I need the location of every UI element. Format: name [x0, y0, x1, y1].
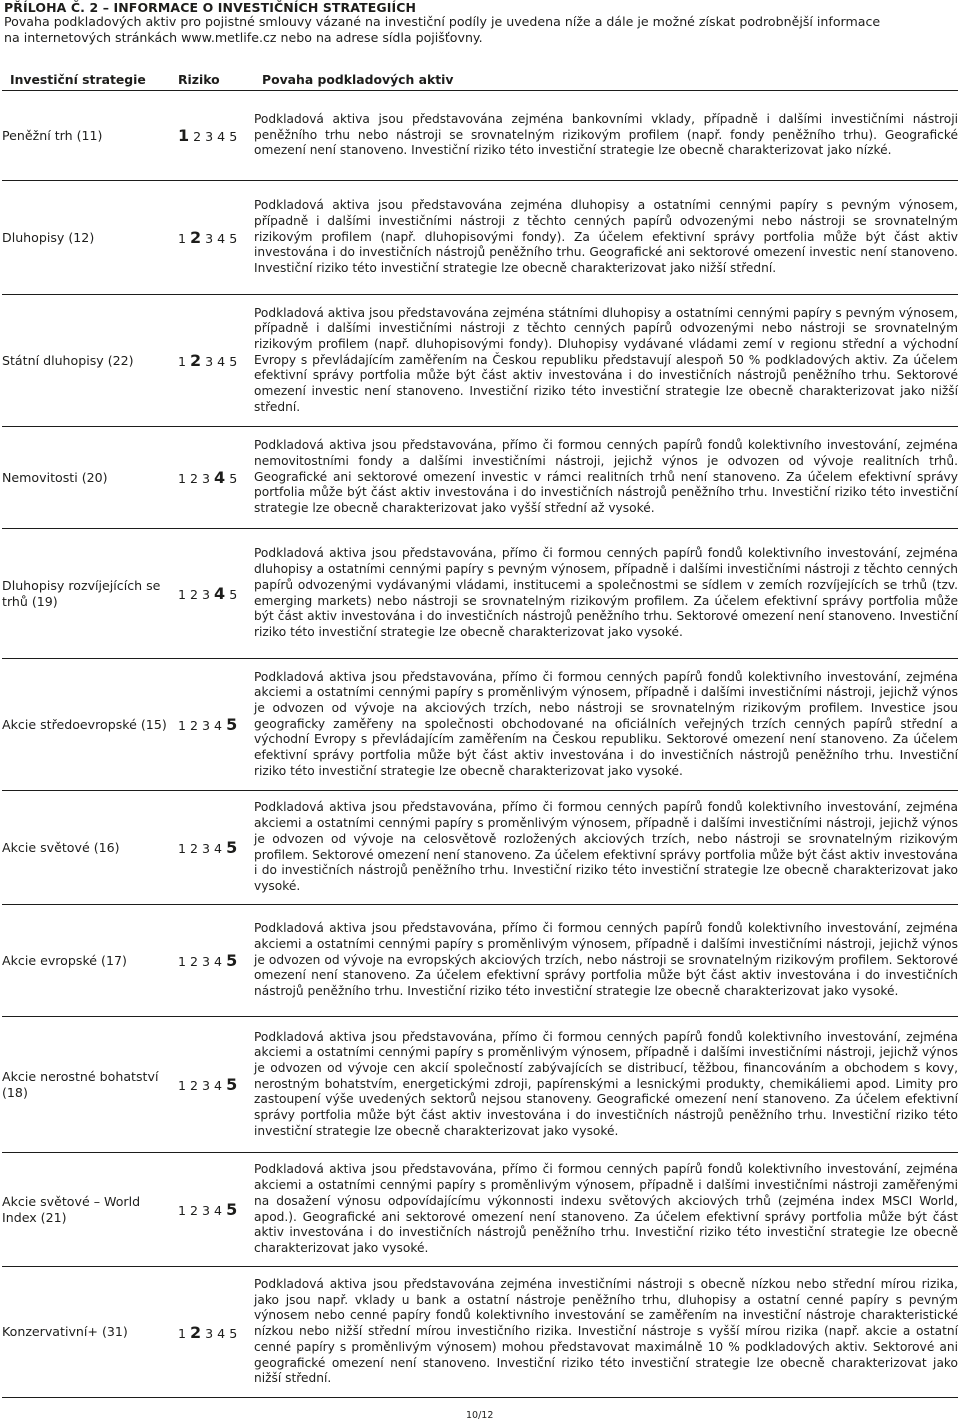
risk-level: 3	[202, 1203, 211, 1218]
risk-scale	[178, 427, 254, 529]
assets-description: Podkladová aktiva jsou představována, přímo či formou cenných papírů fondů kolektivního investování, zejména akciemi a ostatními cennými papíry s proměnlivým výnosem, případně i dalšími investičními nástroji zaměřenými na dosažení výnosu odpovídajícímu výkonnosti indexu světových akciových trhů (zejména index MSCI World, apod.). Geografické ani sektorové omezení není stanoveno. Za účelem efektivní správy portfolia může být část aktiv investována i do investičních nástrojů peněžního trhu. Investiční riziko této investiční strategie lze obecně charakterizovat jako vysoké.	[254, 1153, 958, 1267]
risk-level: 5	[229, 587, 238, 602]
risk-level: 5	[229, 1325, 238, 1341]
risk-level: 1	[178, 126, 190, 145]
assets-description: Podkladová aktiva jsou představována, přímo či formou cenných papírů fondů kolektivního investování, zejména akciemi a ostatními cennými papíry s proměnlivým výnosem, případně i dalšími investičními nástroji, jejichž výnos je odvozen od vývoje na akciových trzích, nebo nástroji se srovnatelným rizikovým profilem. Investice jsou geograficky zaměřeny na společnosti obchodované na oficiálních veřejných trzích cenných papírů střední a východní Evropy s převládajícím zaměřením na Českou republiku. Sektorové omezení není stanoveno. Za účelem efektivní správy portfolia může být část aktiv investována i do investičních nástrojů peněžního trhu. Investiční riziko této investiční strategie lze obecně charakterizovat jako vysoké.	[254, 659, 958, 791]
risk-level: 2	[190, 841, 199, 856]
risk-level: 1	[178, 841, 187, 856]
assets-description: Podkladová aktiva jsou představována zejména dluhopisy a ostatními cennými papíry s pevným výnosem, případně i dalšími investičními nástroji z těchto cenných papírů odvozenými nebo nástroji se srovnatelným rizikovým profilem (např. dluhopisovými fondy). Za účelem efektivní správy portfolia může být část aktiv investována i do investičních nástrojů peněžního trhu. Geografické ani sektorové omezení investic není stanoveno. Investiční riziko této investiční strategie lze obecně charakterizovat jako nižší střední.	[254, 181, 958, 295]
risk-level: 1	[178, 1203, 187, 1218]
document-title: PŘÍLOHA Č. 2 – INFORMACE O INVESTIČNÍCH STRATEGIÍCH	[4, 0, 417, 15]
assets-description: Podkladová aktiva jsou představována zejména investičními nástroji s obecně nízkou nebo střední mírou rizika, jako jsou např. vklady u bank a ostatní nástroje peněžního trhu, dluhopisy a ostatní cenné papíry s pevným výnosem nebo cenné papíry fondů kolektivního investování se zaměřením na investiční nástroje charakteristické nízkou nebo nižší střední mírou investičního rizika. Investiční nástroje s vyšší mírou rizika (např. akcie a ostatní cenné papíry s proměnlivým výnosem) mohou představovat maximálně 10 % podkladových aktiv. Sektorové ani geografické omezení není stanoveno. Investiční riziko této investiční strategie lze obecně charakterizovat jako nižší střední.	[254, 1267, 958, 1398]
assets-description: Podkladová aktiva jsou představována zejména bankovními vklady, případně i dalšími investičními nástroji peněžního trhu nebo nástroji se srovnatelným rizikovým profilem (např. fondy peněžního trhu). Geografické omezení není stanoveno. Investiční riziko této investiční strategie lze obecně charakterizovat jako nízké.	[254, 91, 958, 181]
risk-level: 5	[229, 471, 238, 486]
risk-level: 4	[214, 584, 226, 603]
column-header-strategy: Investiční strategie	[2, 68, 178, 91]
risk-level: 5	[229, 129, 238, 144]
risk-level: 3	[202, 1078, 211, 1093]
risk-level: 4	[214, 718, 223, 733]
strategy-name: Dluhopisy rozvíjejících se trhů (19)	[2, 529, 178, 659]
intro-paragraph	[4, 14, 956, 45]
risk-level: 5	[226, 838, 238, 857]
risk-scale	[178, 295, 254, 427]
table-row	[2, 1017, 958, 1153]
risk-level: 2	[190, 954, 199, 969]
risk-level: 2	[190, 1203, 199, 1218]
column-header-assets: Povaha podkladových aktiv	[254, 68, 958, 91]
risk-level: 1	[178, 587, 187, 602]
table-row	[2, 295, 958, 427]
risk-level: 1	[178, 1325, 187, 1341]
assets-description: Podkladová aktiva jsou představována, přímo či formou cenných papírů fondů kolektivního investování, zejména dluhopisy a ostatními cennými papíry s pevným výnosem, případně i dalšími investičními nástroji z těchto cenných papírů odvozenými vydávanými vládami, institucemi a společnostmi se sídlem v zemích rozvíjejících se trhů (tzv. emerging markets) nebo nástroji se srovnatelným rizikovým profilem. Za účelem efektivní správy portfolia může být část aktiv investována i do investičních nástrojů peněžního trhu. Sektorové omezení není stanoveno. Investiční riziko této investiční strategie lze obecně charakterizovat jako vysoké.	[254, 529, 958, 659]
risk-level: 2	[190, 228, 202, 247]
risk-scale	[178, 905, 254, 1017]
table-row	[2, 529, 958, 659]
risk-scale	[178, 1267, 254, 1398]
risk-level: 1	[178, 954, 187, 969]
risk-level: 4	[217, 129, 226, 144]
risk-level: 1	[178, 354, 187, 369]
risk-level: 4	[217, 354, 226, 369]
risk-scale	[178, 529, 254, 659]
risk-level: 4	[214, 1203, 223, 1218]
risk-level: 1	[178, 718, 187, 733]
risk-level: 4	[214, 1078, 223, 1093]
risk-level: 2	[190, 718, 199, 733]
column-header-risk: Riziko	[178, 68, 254, 91]
risk-scale	[178, 1017, 254, 1153]
strategy-name: Konzervativní+ (31)	[2, 1267, 178, 1398]
strategy-name: Nemovitosti (20)	[2, 427, 178, 529]
risk-level: 5	[229, 231, 238, 246]
strategy-name: Státní dluhopisy (22)	[2, 295, 178, 427]
risk-level: 4	[217, 1325, 226, 1341]
assets-description: Podkladová aktiva jsou představována zejména státními dluhopisy a ostatními cennými papíry s pevným výnosem, případně i dalšími investičními nástroji z těchto cenných papírů odvozenými nebo nástroji se srovnatelným rizikovým profilem (např. dluhopisovými fondy). Dluhopisy vydávané vládami zemí v regionu střední a východní Evropy s převládajícím zaměřením na Českou republiku představují alespoň 50 % podkladových aktiv. Za účelem efektivní správy portfolia může být část aktiv investována i do investičních nástrojů peněžního trhu. Sektorové omezení investic není stanoveno. Investiční riziko této investiční strategie lze obecně charakterizovat jako nižší střední.	[254, 295, 958, 427]
table-row	[2, 1267, 958, 1398]
table-row	[2, 659, 958, 791]
risk-level: 5	[226, 1200, 238, 1219]
risk-scale	[178, 91, 254, 181]
risk-level: 3	[202, 471, 211, 486]
page-number: 10/12	[466, 1410, 494, 1421]
table-row	[2, 91, 958, 181]
risk-level: 4	[217, 231, 226, 246]
risk-scale	[178, 181, 254, 295]
risk-level: 2	[190, 587, 199, 602]
strategy-name: Akcie nerostné bohatství (18)	[2, 1017, 178, 1153]
risk-level: 2	[190, 351, 202, 370]
risk-level: 1	[178, 471, 187, 486]
risk-level: 2	[193, 129, 202, 144]
intro-line: na internetových stránkách www.metlife.cz nebo na adrese sídla pojišťovny.	[4, 29, 483, 45]
table-row	[2, 181, 958, 295]
assets-description: Podkladová aktiva jsou představována, přímo či formou cenných papírů fondů kolektivního investování, zejména nemovitostními fondy a dalšími investičními nástroji, jejichž výnos je odvozen od vývoje realitních trhů. Geografické ani sektorové omezení investic v rámci realitních trhů není stanoveno. Za účelem efektivní správy portfolia může být část aktiv investována i do investičních nástrojů peněžního trhu. Investiční riziko této investiční strategie lze obecně charakterizovat jako vyšší střední až vysoké.	[254, 427, 958, 529]
assets-description: Podkladová aktiva jsou představována, přímo či formou cenných papírů fondů kolektivního investování, zejména akciemi a ostatními cennými papíry s proměnlivým výnosem, případně i dalšími investičními nástroji, jejichž výnos je odvozen od vývoje na evropských akciových trzích, nebo nástroji se srovnatelným rizikovým profilem. Sektorové omezení není stanoveno. Za účelem efektivní správy portfolia může být část aktiv investována i do investičních nástrojů peněžního trhu. Investiční riziko této investiční strategie lze obecně charakterizovat jako vysoké.	[254, 905, 958, 1017]
risk-scale	[178, 791, 254, 905]
strategy-name: Akcie světové (16)	[2, 791, 178, 905]
strategy-name: Akcie světové – World Index (21)	[2, 1153, 178, 1267]
risk-level: 3	[205, 231, 214, 246]
risk-level: 3	[205, 1325, 214, 1341]
risk-level: 2	[190, 471, 199, 486]
table-row	[2, 791, 958, 905]
risk-level: 1	[178, 231, 187, 246]
risk-scale	[178, 1153, 254, 1267]
risk-level: 4	[214, 954, 223, 969]
strategy-table	[2, 68, 958, 1398]
risk-level: 2	[190, 1322, 202, 1342]
strategy-name: Akcie evropské (17)	[2, 905, 178, 1017]
table-row	[2, 427, 958, 529]
risk-level: 2	[190, 1078, 199, 1093]
risk-level: 4	[214, 841, 223, 856]
risk-level: 1	[178, 1078, 187, 1093]
assets-description: Podkladová aktiva jsou představována, přímo či formou cenných papírů fondů kolektivního investování, zejména akciemi a ostatními cennými papíry s proměnlivým výnosem, případně i dalšími investičními nástroji, jejichž výnos je odvozen od vývoje na celosvětově rozložených akciových trzích, nebo nástroji se srovnatelným rizikovým profilem. Sektorové omezení není stanoveno. Za účelem efektivní správy portfolia může být část aktiv investována i do investičních nástrojů peněžního trhu. Investiční riziko této investiční strategie lze obecně charakterizovat jako vysoké.	[254, 791, 958, 905]
risk-level: 3	[205, 354, 214, 369]
risk-level: 5	[226, 1075, 238, 1094]
risk-level: 5	[229, 354, 238, 369]
table-row	[2, 905, 958, 1017]
risk-level: 5	[226, 951, 238, 970]
table-row	[2, 1153, 958, 1267]
risk-level: 3	[202, 841, 211, 856]
risk-level: 3	[205, 129, 214, 144]
assets-description: Podkladová aktiva jsou představována, přímo či formou cenných papírů fondů kolektivního investování, zejména akciemi a ostatními cennými papíry s proměnlivým výnosem, případně i dalšími investičními nástroji, jejichž výnos je odvozen od vývoje cen akcií společností zabývajících se distribucí, těžbou, financováním a obchodem s kovy, nerostným bohatstvím, energetickými zdroji, papírenskými a lesnickými produkty, chemikáliemi apod. Limity pro zastoupení výše uvedených sektorů nejsou stanoveny. Geografické omezení není stanoveno. Za účelem efektivní správy portfolia může být část aktiv investována i do investičních nástrojů peněžního trhu. Investiční riziko této investiční strategie lze obecně charakterizovat jako vysoké.	[254, 1017, 958, 1153]
strategy-name: Akcie středoevropské (15)	[2, 659, 178, 791]
risk-level: 3	[202, 718, 211, 733]
strategy-name: Dluhopisy (12)	[2, 181, 178, 295]
risk-level: 3	[202, 587, 211, 602]
risk-level: 4	[214, 468, 226, 487]
strategy-name: Peněžní trh (11)	[2, 91, 178, 181]
risk-level: 5	[226, 715, 238, 734]
risk-scale	[178, 659, 254, 791]
risk-level: 3	[202, 954, 211, 969]
intro-line: Povaha podkladových aktiv pro pojistné smlouvy vázané na investiční podíly je uvedena níže a dále je možné získat podrobnější informace	[4, 14, 881, 29]
table-header-row	[2, 68, 958, 91]
table-body	[2, 91, 958, 1398]
